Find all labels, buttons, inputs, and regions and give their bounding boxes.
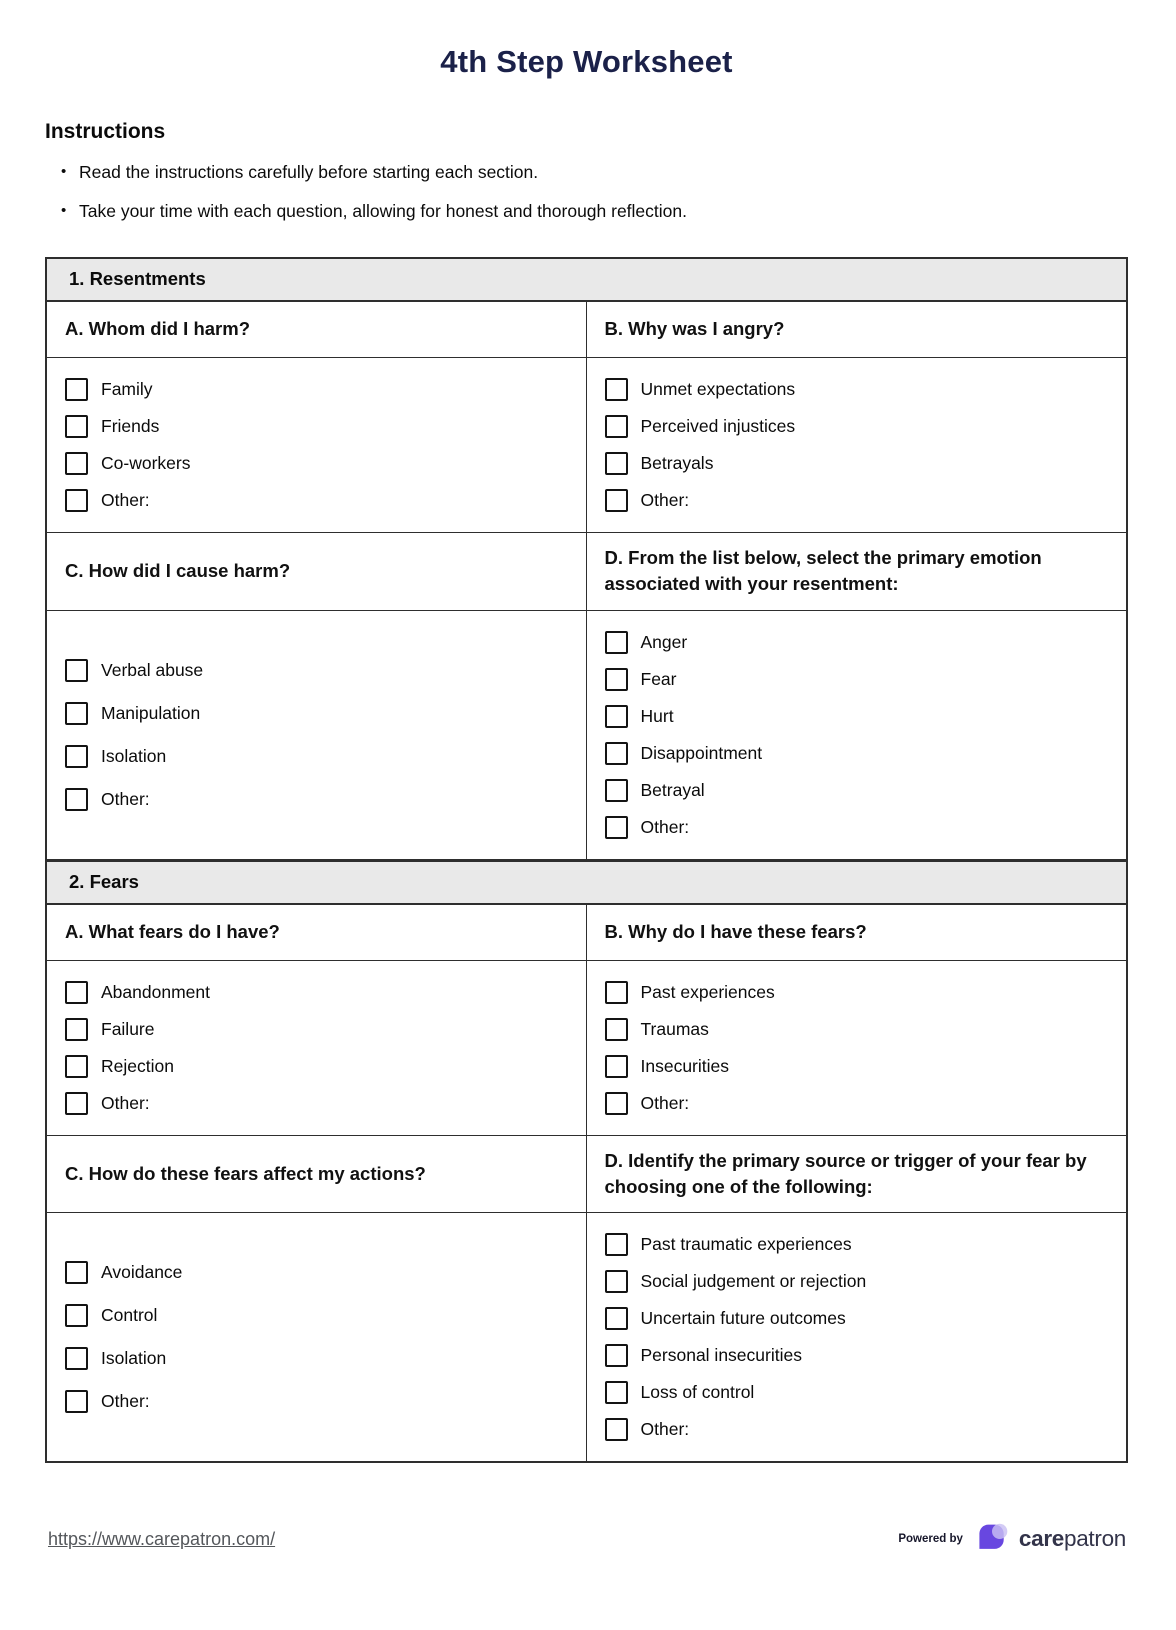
checkbox-option[interactable] (605, 1381, 1109, 1404)
checkbox-manipulation[interactable] (65, 702, 88, 725)
options-cell (587, 961, 1127, 1136)
checkbox-option[interactable] (605, 415, 1109, 438)
instructions-list (45, 160, 1128, 223)
option-label: Isolation (101, 745, 167, 766)
option-label: Abandonment (101, 981, 210, 1002)
option-label: Other: (640, 490, 690, 511)
checkbox-option[interactable] (605, 779, 1109, 802)
option-label: Manipulation (101, 702, 201, 723)
checkbox-option[interactable] (65, 378, 568, 401)
option-label: Other: (101, 1092, 150, 1113)
option-label: Other: (101, 490, 150, 511)
option-label: Loss of control (640, 1382, 755, 1403)
checkbox-other[interactable] (605, 1418, 628, 1441)
checkbox-option[interactable] (65, 1018, 568, 1041)
option-label: Verbal abuse (101, 659, 204, 680)
brand-name (1019, 1526, 1126, 1552)
option-label: Other: (640, 1092, 690, 1113)
question-header: A. What fears do I have? (47, 905, 587, 961)
checkbox-option[interactable] (605, 981, 1109, 1004)
checkbox-option[interactable] (605, 1270, 1109, 1293)
instructions-heading: Instructions (45, 120, 166, 143)
checkbox-past-experiences[interactable] (605, 981, 628, 1004)
checkbox-other[interactable] (605, 489, 628, 512)
question-header: D. Identify the primary source or trigger of your fear by choosing one of the following: (587, 1136, 1127, 1214)
checkbox-option[interactable] (65, 452, 568, 475)
instruction-item: • Take your time with each question, allowing for honest and thorough reflection. (45, 199, 1128, 224)
option-label: Other: (640, 816, 690, 837)
question-header: C. How do these fears affect my actions? (47, 1136, 587, 1214)
options-cell (47, 611, 587, 860)
instruction-item: • Read the instructions carefully before starting each section. (45, 160, 1128, 185)
footer (45, 1521, 1128, 1557)
checkbox-option[interactable] (605, 705, 1109, 728)
options-cell (47, 961, 587, 1136)
checkbox-other[interactable] (605, 816, 628, 839)
checkbox-isolation[interactable] (65, 1347, 88, 1370)
checkbox-other[interactable] (65, 1092, 88, 1115)
question-header: D. From the list below, select the primary emotion associated with your resentment: (587, 533, 1127, 611)
checkbox-family[interactable] (65, 378, 88, 401)
brand-name-bold: care (1018, 1526, 1064, 1552)
option-label: Traumas (640, 1018, 709, 1039)
checkbox-co-workers[interactable] (65, 452, 88, 475)
checkbox-verbal-abuse[interactable] (65, 659, 88, 682)
option-label: Control (101, 1305, 158, 1326)
page-title: 4th Step Worksheet (440, 44, 733, 79)
checkbox-traumas[interactable] (605, 1018, 628, 1041)
option-label: Fear (640, 668, 677, 689)
option-label: Betrayals (640, 453, 714, 474)
checkbox-betrayal[interactable] (605, 779, 628, 802)
checkbox-option[interactable] (605, 1233, 1109, 1256)
option-label: Social judgement or rejection (640, 1271, 867, 1292)
carepatron-logo-icon (974, 1521, 1010, 1557)
checkbox-betrayals[interactable] (605, 452, 628, 475)
brand-lockup (898, 1521, 1126, 1557)
option-label: Failure (101, 1018, 155, 1039)
checkbox-control[interactable] (65, 1304, 88, 1327)
checkbox-option[interactable] (605, 1344, 1109, 1367)
checkbox-option[interactable] (605, 1092, 1109, 1115)
checkbox-option[interactable] (65, 981, 568, 1004)
options-cell (587, 1213, 1127, 1461)
question-header: B. Why do I have these fears? (587, 905, 1127, 961)
question-header: A. Whom did I harm? (47, 302, 587, 358)
checkbox-option[interactable] (605, 1418, 1109, 1441)
checkbox-uncertain-future-outcomes[interactable] (605, 1307, 628, 1330)
checkbox-avoidance[interactable] (65, 1261, 88, 1284)
question-header: B. Why was I angry? (587, 302, 1127, 358)
option-label: Personal insecurities (640, 1345, 802, 1366)
checkbox-option[interactable] (65, 1261, 568, 1284)
option-label: Perceived injustices (640, 416, 796, 437)
option-label: Co-workers (101, 453, 191, 474)
option-label: Other: (640, 1419, 690, 1440)
option-label: Other: (101, 1391, 150, 1412)
checkbox-abandonment[interactable] (65, 981, 88, 1004)
checkbox-option[interactable] (605, 378, 1109, 401)
option-label: Past experiences (640, 981, 775, 1002)
option-label: Insecurities (640, 1055, 730, 1076)
checkbox-option[interactable] (605, 1055, 1109, 1078)
checkbox-option[interactable] (65, 1092, 568, 1115)
checkbox-loss-of-control[interactable] (605, 1381, 628, 1404)
option-label: Hurt (640, 705, 674, 726)
checkbox-other[interactable] (65, 1390, 88, 1413)
checkbox-option[interactable] (605, 1307, 1109, 1330)
checkbox-other[interactable] (605, 1092, 628, 1115)
checkbox-option[interactable] (605, 668, 1109, 691)
checkbox-other[interactable] (65, 788, 88, 811)
checkbox-option[interactable] (65, 415, 568, 438)
checkbox-option[interactable] (65, 788, 568, 811)
options-cell (47, 1213, 587, 1461)
brand-name-regular: patron (1064, 1526, 1126, 1552)
option-label: Past traumatic experiences (640, 1234, 852, 1255)
checkbox-option[interactable] (605, 742, 1109, 765)
checkbox-insecurities[interactable] (605, 1055, 628, 1078)
checkbox-option[interactable] (65, 1055, 568, 1078)
options-cell (587, 358, 1127, 533)
checkbox-personal-insecurities[interactable] (605, 1344, 628, 1367)
checkbox-option[interactable] (65, 1347, 568, 1370)
checkbox-hurt[interactable] (605, 705, 628, 728)
checkbox-option[interactable] (605, 489, 1109, 512)
checkbox-past-traumatic-experiences[interactable] (605, 1233, 628, 1256)
checkbox-option[interactable] (65, 1390, 568, 1413)
checkbox-perceived-injustices[interactable] (605, 415, 628, 438)
checkbox-unmet-expectations[interactable] (605, 378, 628, 401)
checkbox-option[interactable] (605, 1018, 1109, 1041)
section-title-2-fears: 2. Fears (47, 860, 1126, 905)
option-label: Isolation (101, 1348, 167, 1369)
footer-link[interactable]: https://www.carepatron.com/ (48, 1528, 276, 1549)
option-label: Rejection (101, 1055, 174, 1076)
checkbox-option[interactable] (65, 659, 568, 682)
option-label: Unmet expectations (640, 379, 796, 400)
checkbox-option[interactable] (65, 489, 568, 512)
checkbox-failure[interactable] (65, 1018, 88, 1041)
checkbox-option[interactable] (65, 1304, 568, 1327)
option-label: Friends (101, 416, 160, 437)
option-label: Uncertain future outcomes (640, 1308, 846, 1329)
option-label: Other: (101, 788, 150, 809)
checkbox-option[interactable] (65, 745, 568, 768)
worksheet-table (45, 257, 1128, 1463)
options-cell (587, 611, 1127, 860)
checkbox-friends[interactable] (65, 415, 88, 438)
powered-by-label: Powered by (898, 1533, 963, 1546)
option-label: Betrayal (640, 779, 705, 800)
option-label: Avoidance (101, 1262, 183, 1283)
checkbox-isolation[interactable] (65, 745, 88, 768)
checkbox-other[interactable] (65, 489, 88, 512)
options-cell (47, 358, 587, 533)
checkbox-fear[interactable] (605, 668, 628, 691)
checkbox-option[interactable] (605, 816, 1109, 839)
option-label: Family (101, 379, 153, 400)
checkbox-disappointment[interactable] (605, 742, 628, 765)
checkbox-option[interactable] (605, 631, 1109, 654)
checkbox-option[interactable] (605, 452, 1109, 475)
question-header: C. How did I cause harm? (47, 533, 587, 611)
checkbox-social-judgement-or-rejection[interactable] (605, 1270, 628, 1293)
option-label: Disappointment (640, 742, 763, 763)
section-title-1-resentments: 1. Resentments (47, 259, 1126, 302)
checkbox-anger[interactable] (605, 631, 628, 654)
option-label: Anger (640, 631, 688, 652)
checkbox-option[interactable] (65, 702, 568, 725)
checkbox-rejection[interactable] (65, 1055, 88, 1078)
